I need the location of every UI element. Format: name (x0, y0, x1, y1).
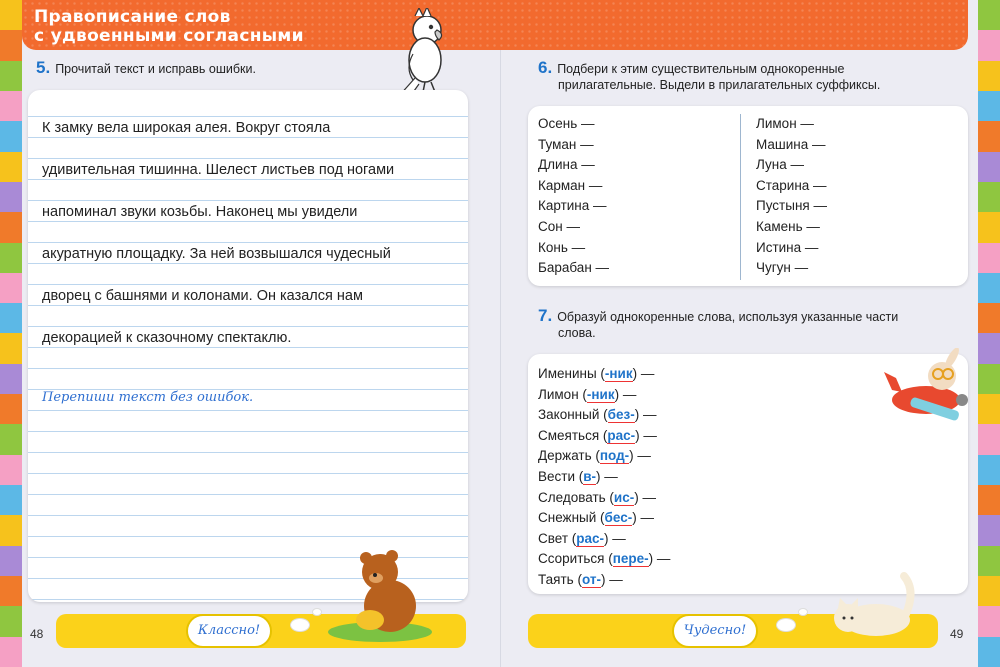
word-row: Истина — (756, 239, 819, 255)
text-line: К замку вела широкая алея. Вокруг стояла (42, 120, 331, 136)
word-part: -ник (586, 386, 615, 402)
left-edge-stripes (0, 0, 22, 667)
word-row: Осень — (538, 116, 595, 131)
word-row: Карман — (538, 177, 603, 193)
word-row: Ссориться (пере-) — (538, 551, 671, 567)
word-part: ис- (613, 489, 635, 505)
word-row: Картина — (538, 198, 607, 214)
word-part: пере- (612, 551, 649, 567)
word-row: Туман — (538, 136, 594, 152)
word-row: Барабан — (538, 260, 610, 276)
word-part: от- (581, 571, 601, 587)
word-part: без- (607, 407, 635, 423)
word-row: Лимон (-ник) — (538, 386, 637, 402)
cat-illustration (820, 570, 920, 642)
thought-bubble (776, 618, 796, 632)
task6-panel (528, 106, 968, 286)
word-part: под- (599, 448, 630, 464)
thought-bubble (798, 608, 808, 616)
task6-right-column (746, 114, 827, 279)
task5-instruction: 5. Прочитай текст и исправь ошибки. (36, 58, 256, 77)
word-row: Луна — (756, 157, 804, 173)
word-part: рас- (576, 530, 605, 546)
text-line: акуратную площадку. За ней возвышался чудесный (42, 246, 391, 262)
word-row: Смеяться (рас-) — (538, 427, 657, 443)
page-number-left: 48 (30, 627, 44, 641)
task6-instruction: 6. Подбери к этим существительным однокоренные прилагательные. Выдели в прилагательных суффиксы. (538, 58, 881, 92)
word-row: Следовать (ис-) — (538, 489, 656, 505)
praise-badge-left: Классно! (186, 614, 272, 648)
word-row: Свет (рас-) — (538, 530, 626, 546)
word-row: Держать (под-) — (538, 448, 651, 464)
word-row: Именины (-ник) — (538, 366, 655, 381)
page-number-right: 49 (950, 627, 964, 641)
word-row: Снежный (бес-) — (538, 510, 654, 526)
text-line: декорацией к сказочному спектаклю. (42, 330, 292, 346)
word-part: бес- (604, 510, 633, 526)
right-edge-stripes (978, 0, 1000, 667)
text-line: удивительная тишинна. Шелест листьев под ногами (42, 162, 395, 178)
task7-list (538, 364, 670, 591)
word-row: Законный (без-) — (538, 407, 657, 423)
word-row: Лимон — (756, 116, 814, 131)
task7-instruction: 7. Образуй однокоренные слова, используя указанные части слова. (538, 306, 899, 340)
word-row: Конь — (538, 239, 586, 255)
text-line: напоминал звуки козьбы. Наконец мы увидели (42, 204, 358, 220)
page-title: Правописание слов с удвоенными согласными (34, 7, 304, 46)
word-row: Пустыня — (756, 198, 827, 214)
word-row: Старина — (756, 177, 827, 193)
task5-writing-panel (28, 90, 468, 602)
word-row: Сон — (538, 218, 580, 234)
airplane-illustration (880, 348, 978, 440)
thought-bubble (290, 618, 310, 632)
word-part: -ник (604, 366, 633, 381)
bear-illustration (320, 548, 440, 644)
word-row: Машина — (756, 136, 826, 152)
word-row: Камень — (756, 218, 820, 234)
word-row: Длина — (538, 157, 595, 173)
praise-badge-right: Чудесно! (672, 614, 758, 648)
word-part: в- (583, 468, 597, 484)
handwritten-instruction: Перепиши текст без ошибок. (42, 390, 254, 405)
task6-left-column (528, 114, 746, 279)
word-row: Вести (в-) — (538, 468, 618, 484)
word-part: рас- (607, 427, 636, 443)
word-row: Чугун — (756, 260, 809, 276)
word-row: Таять (от-) — (538, 571, 623, 587)
text-line: дворец с башнями и колонами. Он казался нам (42, 288, 363, 304)
